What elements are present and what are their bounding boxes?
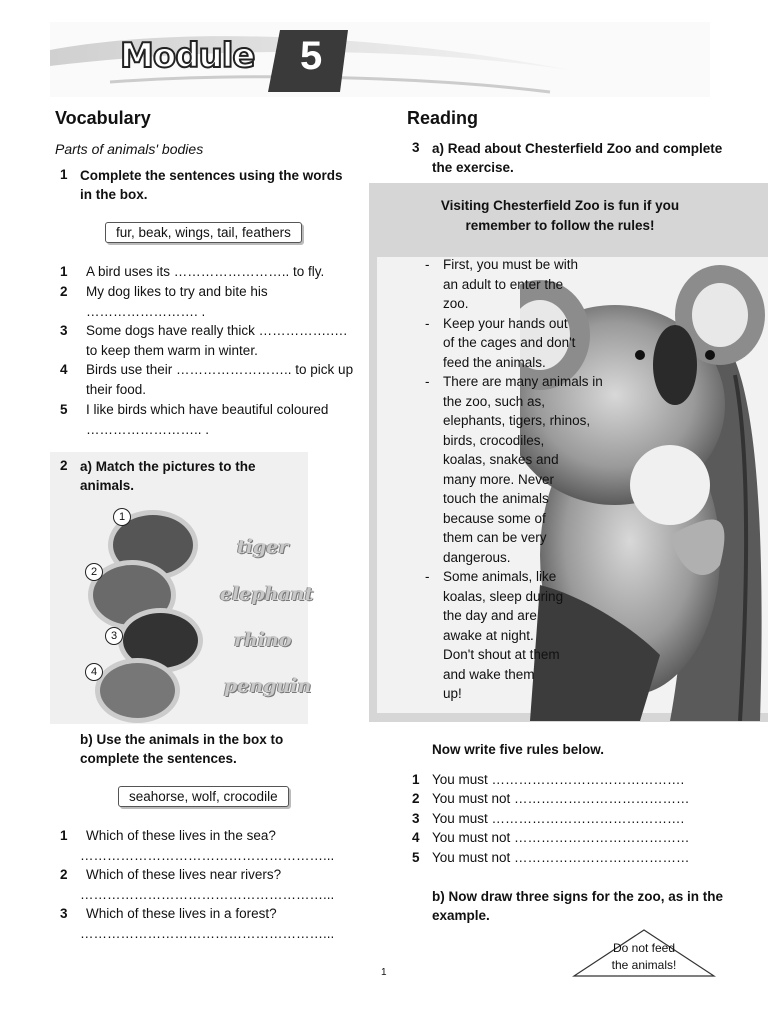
write-rule-item: 2 You must not ………………………………… bbox=[412, 791, 690, 806]
animal-word-tiger: tiger bbox=[237, 536, 289, 558]
list-item: 2 My dog likes to try and bite his ……………………. . bbox=[60, 284, 268, 319]
picture-number-3: 3 bbox=[105, 627, 123, 645]
write-rule-item: 5 You must not ………………………………… bbox=[412, 850, 690, 865]
list-item: 1 A bird uses its …………………….. to fly. bbox=[60, 264, 325, 279]
question-item: 2 Which of these lives near rivers? bbox=[60, 867, 282, 882]
module-word: Module bbox=[120, 36, 255, 76]
write-rule-item: 4 You must not ………………………………… bbox=[412, 830, 690, 845]
page-number: 1 bbox=[381, 967, 387, 978]
answer-line: ………………………………………………... bbox=[80, 926, 335, 941]
ex1-word-box: fur, beak, wings, tail, feathers bbox=[105, 222, 302, 243]
vocabulary-subheading: Parts of animals' bodies bbox=[55, 141, 204, 157]
sign-text: Do not feed the animals! bbox=[611, 941, 677, 972]
write-rule-item: 3 You must ……………………………………. bbox=[412, 811, 685, 826]
vocabulary-heading: Vocabulary bbox=[55, 108, 151, 128]
ex2-word-box: seahorse, wolf, crocodile bbox=[118, 786, 289, 807]
ex2-part-b: b) Use the animals in the box to complete the sentences. bbox=[80, 732, 284, 766]
question-item: 3 Which of these lives in a forest? bbox=[60, 906, 277, 921]
rule-paragraph: - First, you must be with an adult to enter the zoo. bbox=[425, 257, 579, 311]
rule-paragraph: - Some animals, like koalas, sleep during the day and are awake at night. Don't shout at them and wake them up! bbox=[425, 569, 564, 701]
picture-number-4: 4 bbox=[85, 663, 103, 681]
elephant-picture bbox=[95, 658, 180, 723]
picture-number-1: 1 bbox=[113, 508, 131, 526]
ex2-number: 2 bbox=[60, 458, 68, 473]
animal-word-elephant: elephant bbox=[220, 583, 314, 605]
module-banner bbox=[50, 22, 710, 97]
panel-title: Visiting Chesterfield Zoo is fun if you remember to follow the rules! bbox=[440, 198, 680, 233]
zoo-rules-text bbox=[425, 255, 625, 704]
ex1-instruction: Complete the sentences using the words in the box. bbox=[80, 168, 343, 202]
ex3-part-b: b) Now draw three signs for the zoo, as in the example. bbox=[432, 889, 724, 923]
ex3-part-a: a) Read about Chesterfield Zoo and complete the exercise. bbox=[432, 141, 723, 175]
write-rule-item: 1 You must ……………………………………. bbox=[412, 772, 685, 787]
list-item: 3 Some dogs have really thick …………….…. to keep them warm in winter. bbox=[60, 323, 348, 358]
answer-line: ………………………………………………... bbox=[80, 887, 335, 902]
list-item: 4 Birds use their …………………….. to pick up their food. bbox=[60, 362, 354, 397]
ex3-number: 3 bbox=[412, 140, 420, 155]
ex1-number: 1 bbox=[60, 167, 68, 182]
animal-word-penguin: penguin bbox=[224, 675, 312, 697]
ex2-part-a: a) Match the pictures to the animals. bbox=[80, 459, 256, 493]
write-rules-title: Now write five rules below. bbox=[432, 742, 605, 757]
rule-paragraph: - Keep your hands out of the cages and don't feed the animals. bbox=[425, 315, 576, 370]
rule-paragraph: - There are many animals in the zoo, such as, elephants, tigers, rhinos, birds, crocodiles, koalas, snakes and many more. Never touch the animals because some of them can be very dangerous. bbox=[425, 374, 603, 565]
reading-heading: Reading bbox=[407, 108, 479, 128]
picture-number-2: 2 bbox=[85, 563, 103, 581]
animal-word-rhino: rhino bbox=[234, 629, 292, 651]
question-item: 1 Which of these lives in the sea? bbox=[60, 828, 276, 843]
list-item: 5 I like birds which have beautiful coloured …………………….. . bbox=[60, 402, 329, 437]
answer-line: ………………………………………………... bbox=[80, 848, 335, 863]
module-number: 5 bbox=[300, 34, 323, 78]
